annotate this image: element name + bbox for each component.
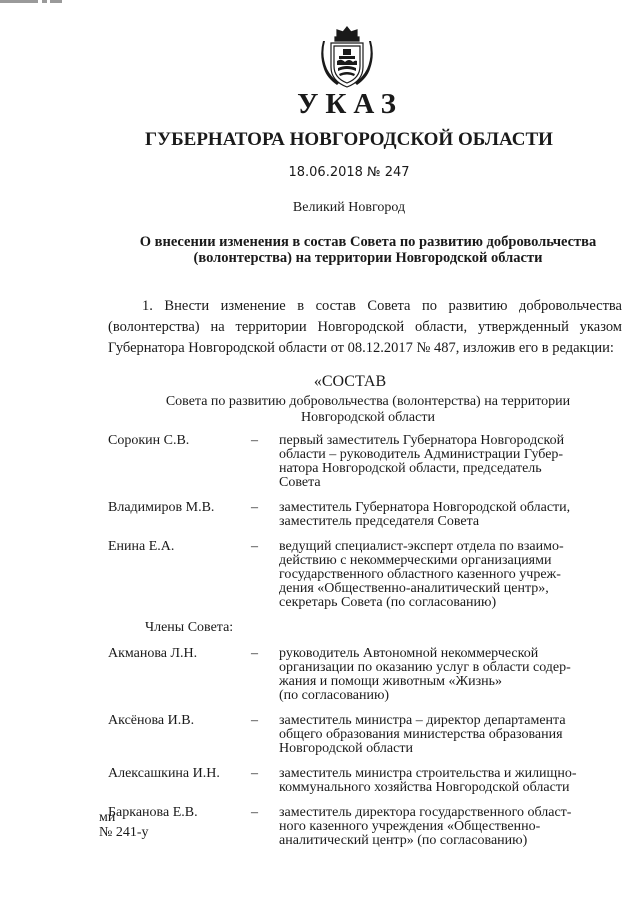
document-title: УКАЗ	[297, 88, 403, 120]
document-footer-code	[99, 810, 149, 840]
council-composition-list	[108, 434, 628, 859]
member-role-line: области – руководитель Администрации Губер-	[279, 447, 564, 462]
member-dash: –	[251, 433, 258, 448]
member-role	[279, 434, 599, 490]
member-role	[279, 714, 599, 756]
composition-title: «СОСТАВ	[313, 373, 387, 390]
member-role	[279, 540, 599, 610]
member-role-line: заместитель министра строительства и жилищно-	[279, 766, 577, 781]
footer-code-line: ми	[99, 810, 116, 825]
member-role-line: натора Новгородской области, председатель	[279, 461, 542, 476]
member-role-line: действию с некоммерческими организациями	[279, 553, 552, 568]
member-row	[108, 806, 628, 848]
member-role-line: Совета	[279, 475, 321, 490]
member-role-line: заместитель директора государственного област-	[279, 805, 572, 820]
member-role-line: общего образования министерства образования	[279, 727, 563, 742]
member-role-line: Новгородской области	[279, 741, 413, 756]
member-role-line: дения «Общественно-аналитический центр»,	[279, 581, 549, 596]
decree-heading-line: (волонтерства) на территории Новгородской области	[193, 250, 543, 266]
member-dash: –	[251, 713, 258, 728]
member-name: Владимиров М.В.	[108, 500, 215, 515]
decree-paragraph: 1. Внести изменение в состав Совета по развитию добровольчества (волонтерства) на территории Новгородской области, утвержденный указом Губернатора Новгородской области от 08.12.2017 № 487, изложив его в редакции:	[108, 298, 622, 356]
member-role	[279, 767, 599, 795]
member-dash: –	[251, 500, 258, 515]
scan-artifact-mark	[0, 0, 62, 4]
member-role-line: заместитель Губернатора Новгородской области,	[279, 500, 571, 515]
member-name: Енина Е.А.	[108, 539, 175, 554]
footer-code-line: № 241-у	[99, 825, 149, 840]
document-subtitle: ГУБЕРНАТОРА НОВГОРОДСКОЙ ОБЛАСТИ	[145, 129, 553, 150]
member-dash: –	[251, 766, 258, 781]
document-date-number: 18.06.2018 № 247	[288, 165, 410, 180]
composition-subtitle-line: Совета по развитию добровольчества (волонтерства) на территории	[165, 394, 571, 409]
member-dash: –	[251, 646, 258, 661]
member-role-line: государственного областного казенного учреж-	[279, 567, 561, 582]
member-name: Барканова Е.В.	[108, 805, 198, 820]
decree-heading-line: О внесении изменения в состав Совета по развитию добровольчества	[139, 234, 597, 250]
member-row	[108, 540, 628, 610]
member-role-line: первый заместитель Губернатора Новгородской	[279, 433, 565, 448]
member-name: Алексашкина И.Н.	[108, 766, 220, 781]
member-role-line: (по согласованию)	[279, 688, 390, 703]
document-city: Великий Новгород	[292, 200, 406, 215]
composition-subtitle-line: Новгородской области	[301, 410, 435, 425]
member-row	[108, 647, 628, 703]
member-role	[279, 806, 599, 848]
member-dash: –	[251, 805, 258, 820]
member-role-line: ного казенного учреждения «Общественно-	[279, 819, 541, 834]
member-name: Акманова Л.Н.	[108, 646, 198, 661]
member-role-line: заместитель председателя Совета	[279, 514, 480, 529]
member-row	[108, 501, 628, 529]
member-role	[279, 501, 599, 529]
member-row	[108, 714, 628, 756]
member-name: Сорокин С.В.	[108, 433, 190, 448]
decree-heading	[108, 234, 628, 266]
member-role-line: организации по оказанию услуг в области содер-	[279, 660, 571, 675]
member-row	[108, 434, 628, 490]
member-role-line: руководитель Автономной некоммерческой	[279, 646, 539, 661]
member-name: Аксёнова И.В.	[108, 713, 195, 728]
member-role-line: жания и помощи животным «Жизнь»	[279, 674, 502, 689]
composition-subtitle	[108, 394, 628, 426]
member-role-line: заместитель министра – директор департамента	[279, 713, 566, 728]
coat-of-arms-emblem-icon	[321, 25, 373, 91]
member-row	[108, 767, 628, 795]
members-label: Члены Совета:	[145, 620, 234, 635]
member-role-line: аналитический центр» (по согласованию)	[279, 833, 528, 848]
member-dash: –	[251, 539, 258, 554]
member-role-line: ведущий специалист-эксперт отдела по взаимо-	[279, 539, 564, 554]
member-role-line: коммунального хозяйства Новгородской области	[279, 780, 570, 795]
member-role	[279, 647, 599, 703]
member-role-line: секретарь Совета (по согласованию)	[279, 595, 497, 610]
